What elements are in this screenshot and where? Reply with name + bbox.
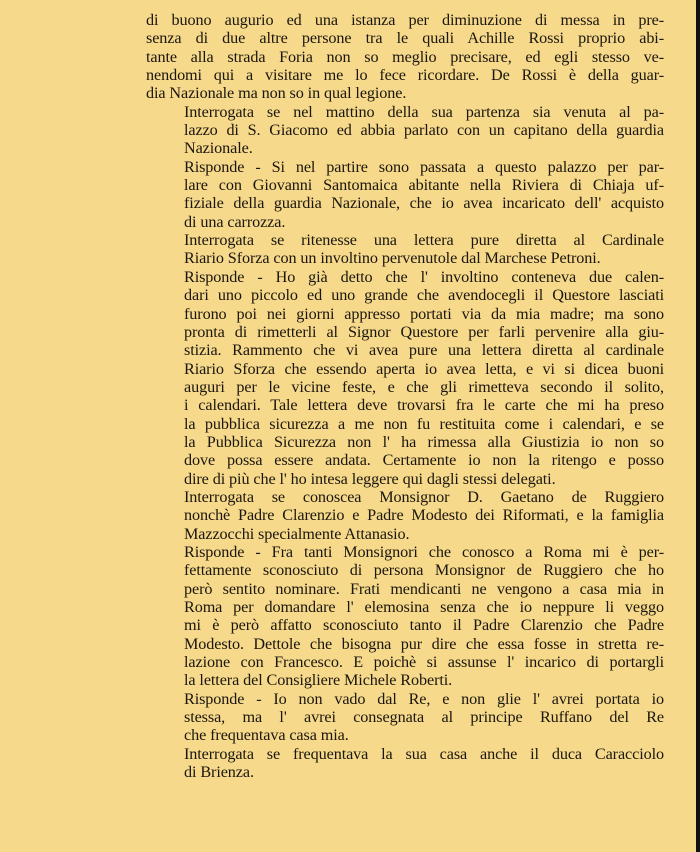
- text-line: fiziale della guardia Nazionale, che io avea incaricato dell' acquisto: [184, 194, 664, 213]
- text-line: Nazionale.: [184, 139, 253, 158]
- text-line: mi è però affatto sconosciuto tanto il Padre Clarenzio che Padre: [184, 616, 664, 635]
- text-line: Risponde - Si nel partire sono passata a questo palazzo per par-: [184, 157, 664, 176]
- paragraph: [146, 103, 664, 158]
- paragraph: [146, 690, 664, 745]
- text-line: dia Nazionale ma non so in qual legione.: [146, 84, 407, 103]
- text-line: Risponde - Ho già detto che l' involtino conteneva due calen-: [184, 267, 664, 286]
- text-line: Riario Sforza con un involtino pervenutole dal Marchese Petroni.: [184, 249, 601, 268]
- paragraph: [146, 268, 664, 488]
- text-line: stessa, ma l' avrei consegnata al principe Ruffano del Re: [184, 708, 664, 727]
- text-line: dove possa essere andata. Certamente io non la ritengo e posso: [184, 451, 664, 470]
- text-line: lazione con Francesco. E poichè si assunse l' incarico di portargli: [184, 653, 664, 672]
- text-line: che frequentava casa mia.: [184, 726, 349, 745]
- text-line: la Pubblica Sicurezza non l' ha rimessa alla Giustizia io non so: [184, 432, 664, 451]
- paragraph: [146, 158, 664, 231]
- document-body: [146, 11, 664, 781]
- text-line: i calendari. Tale lettera deve trovarsi fra le carte che mi ha preso: [184, 396, 664, 415]
- text-line: Risponde - Io non vado dal Re, e non glie l' avrei portata io: [184, 689, 664, 708]
- page-edge: [696, 0, 700, 852]
- text-line: lazzo di S. Giacomo ed abbia parlato con un capitano della guardia: [184, 121, 664, 140]
- text-line: la lettera del Consigliere Michele Roberti.: [184, 671, 453, 690]
- text-line: pronta di rimetterli al Signor Questore per farli pervenire alla giu-: [184, 322, 664, 341]
- text-line: di buono augurio ed una istanza per diminuzione di messa in pre-: [146, 11, 664, 29]
- text-line: tante alla strada Foria non so meglio precisare, ed egli stesso ve-: [146, 47, 664, 66]
- text-line: di Brienza.: [184, 763, 254, 782]
- text-line: senza di due altre persone tra le quali Achille Rossi proprio abi-: [146, 29, 664, 48]
- text-line: Riario Sforza che essendo aperta io avea letta, e vi si dicea buoni: [184, 359, 664, 378]
- text-line: la pubblica sicurezza a me non fu restituita come i calendari, e se: [184, 414, 664, 433]
- text-line: dire di più che l' ho intesa leggere qui dagli stessi delegati.: [184, 469, 556, 488]
- text-line: di una carrozza.: [184, 212, 286, 231]
- paragraph: [146, 745, 664, 782]
- text-line: Mazzocchi specialmente Attanasio.: [184, 524, 410, 543]
- paragraph: [146, 543, 664, 690]
- text-line: Roma per domandare l' elemosina senza che io neppure li veggo: [184, 598, 664, 616]
- paragraph: [146, 488, 664, 543]
- text-line: auguri per le vicine feste, e che gli rimetteva secondo il solito,: [184, 377, 664, 396]
- paragraph: [146, 11, 664, 103]
- text-line: Interrogata se conoscea Monsignor D. Gaetano de Ruggiero: [184, 487, 664, 506]
- text-line: nendomi qui a visitare me lo fece ricordare. De Rossi è della guar-: [146, 66, 664, 85]
- text-line: Interrogata se frequentava la sua casa anche il duca Caracciolo: [184, 744, 664, 763]
- text-line: stizia. Rammento che vi avea pure una lettera diretta al cardinale: [184, 341, 664, 360]
- text-line: Risponde - Fra tanti Monsignori che conosco a Roma mi è per-: [184, 542, 664, 561]
- text-line: dari uno piccolo ed uno grande che avendocegli il Questore lasciati: [184, 286, 664, 305]
- paragraph: [146, 231, 664, 268]
- text-line: furono poi nei giorni appresso portati via da mia madre; ma sono: [184, 304, 664, 323]
- text-line: Interrogata se nel mattino della sua partenza sia venuta al pa-: [184, 102, 664, 121]
- text-line: Interrogata se ritenesse una lettera pure diretta al Cardinale: [184, 231, 664, 250]
- text-line: fettamente sconosciuto di persona Monsignor de Ruggiero che ho: [184, 561, 664, 580]
- text-line: lare con Giovanni Santomaica abitante nella Riviera di Chiaja uf-: [184, 176, 664, 195]
- text-line: Modesto. Dettole che bisogna pur dire che essa fosse in stretta re-: [184, 634, 664, 653]
- text-line: però sentito nominare. Frati mendicanti ne vengono a casa mia in: [184, 579, 664, 598]
- text-line: nonchè Padre Clarenzio e Padre Modesto dei Riformati, e la famiglia: [184, 506, 664, 525]
